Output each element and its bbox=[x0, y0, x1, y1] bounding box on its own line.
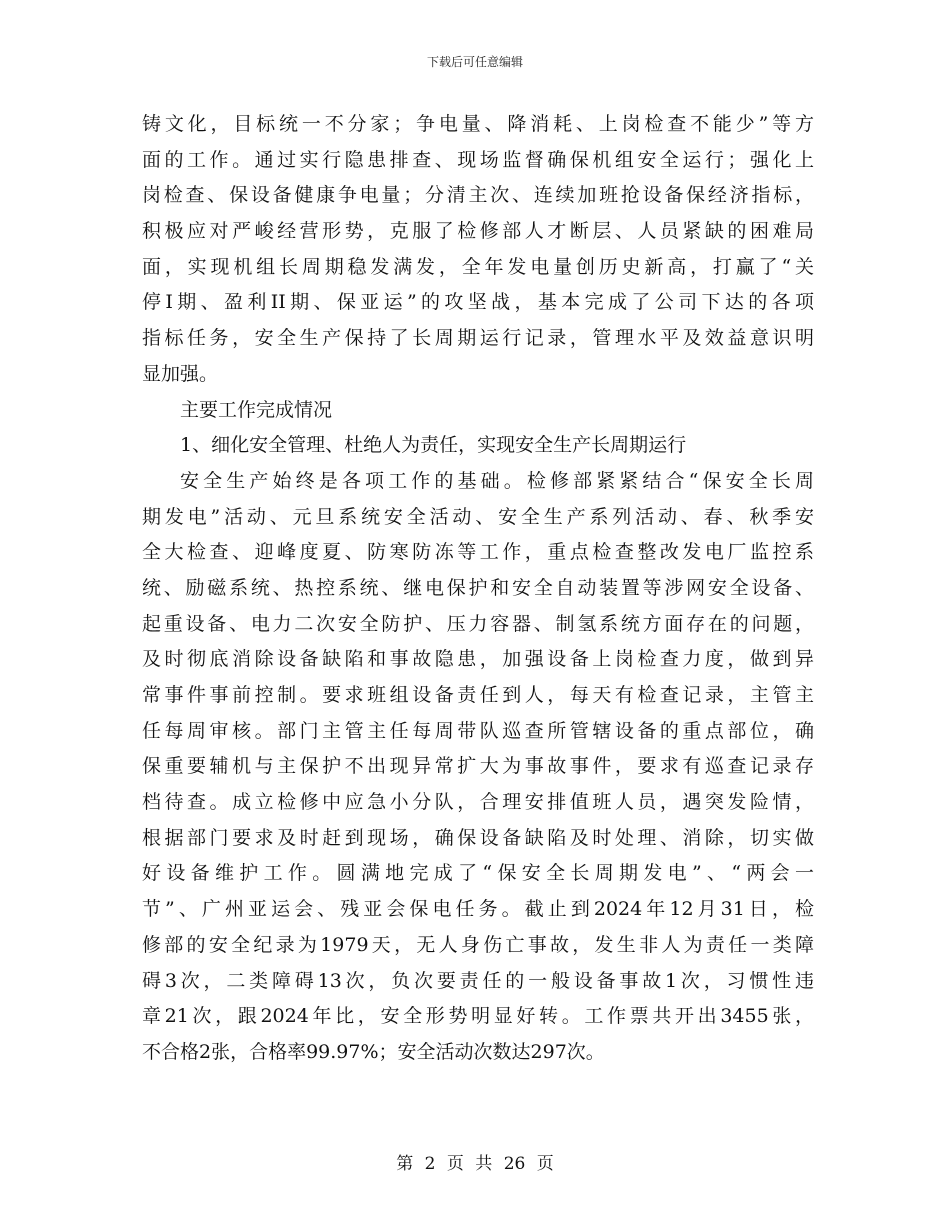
text-line: 节”、广州亚运会、残亚会保电任务。截止到2024年12月31日，检 bbox=[142, 898, 814, 921]
heading-section-1: 1、细化安全管理、杜绝人为责任，实现安全生产长周期运行 bbox=[180, 434, 687, 457]
text-line: 期发电”活动、元旦系统安全活动、安全生产系列活动、春、秋季安 bbox=[142, 505, 814, 528]
text-line: 安全生产始终是各项工作的基础。检修部紧紧结合“保安全长周 bbox=[180, 469, 814, 492]
text-line: 好设备维护工作。圆满地完成了“保安全长周期发电”、“两会一 bbox=[142, 862, 814, 885]
text-line: 面的工作。通过实行隐患排查、现场监督确保机组安全运行；强化上 bbox=[142, 148, 814, 171]
heading-main-work: 主要工作完成情况 bbox=[180, 398, 333, 421]
text-line: 修部的安全纪录为1979天，无人身伤亡事故，发生非人为责任一类障 bbox=[142, 933, 814, 956]
page-header-note: 下载后可任意编辑 bbox=[426, 55, 523, 69]
text-line: 显加强。 bbox=[142, 362, 219, 385]
text-line: 根据部门要求及时赶到现场，确保设备缺陷及时处理、消除，切实做 bbox=[142, 826, 814, 849]
text-line: 及时彻底消除设备缺陷和事故隐患，加强设备上岗检查力度，做到异 bbox=[142, 648, 814, 671]
text-line: 碍3次，二类障碍13次，负次要责任的一般设备事故1次，习惯性违 bbox=[142, 969, 814, 992]
text-line: 岗检查、保设备健康争电量；分清主次、连续加班抢设备保经济指标， bbox=[142, 184, 814, 207]
text-line: 全大检查、迎峰度夏、防寒防冻等工作，重点检查整改发电厂监控系 bbox=[142, 541, 814, 564]
text-line: 积极应对严峻经营形势，克服了检修部人才断层、人员紧缺的困难局 bbox=[142, 220, 814, 243]
text-line: 面，实现机组长周期稳发满发，全年发电量创历史新高，打赢了“关 bbox=[142, 255, 814, 278]
document-body bbox=[142, 107, 814, 1071]
text-line: 任每周审核。部门主管主任每周带队巡查所管辖设备的重点部位，确 bbox=[142, 719, 814, 742]
text-line: 档待查。成立检修中应急小分队，合理安排值班人员，遇突发险情， bbox=[142, 791, 814, 814]
text-line: 常事件事前控制。要求班组设备责任到人，每天有检查记录，主管主 bbox=[142, 684, 814, 706]
text-line: 保重要辅机与主保护不出现异常扩大为事故事件，要求有巡查记录存 bbox=[142, 755, 814, 778]
text-line: 指标任务，安全生产保持了长周期运行记录，管理水平及效益意识明 bbox=[142, 327, 814, 350]
paragraph-intro-continued bbox=[142, 107, 814, 393]
text-line: 停I期、盈利II期、保亚运”的攻坚战，基本完成了公司下达的各项 bbox=[142, 291, 814, 314]
text-line: 铸文化，目标统一不分家；争电量、降消耗、上岗检查不能少”等方 bbox=[142, 113, 814, 135]
text-line: 统、励磁系统、热控系统、继电保护和安全自动装置等涉网安全设备、 bbox=[142, 576, 814, 599]
page-number: 第 2 页 共 26 页 bbox=[396, 1154, 554, 1174]
text-line: 不合格2张，合格率99.97%；安全活动次数达297次。 bbox=[142, 1040, 605, 1063]
text-line: 章21次，跟2024年比，安全形势明显好转。工作票共开出3455张， bbox=[142, 1005, 814, 1028]
paragraph-safety bbox=[142, 464, 814, 1071]
text-line: 起重设备、电力二次安全防护、压力容器、制氢系统方面存在的问题， bbox=[142, 612, 814, 635]
